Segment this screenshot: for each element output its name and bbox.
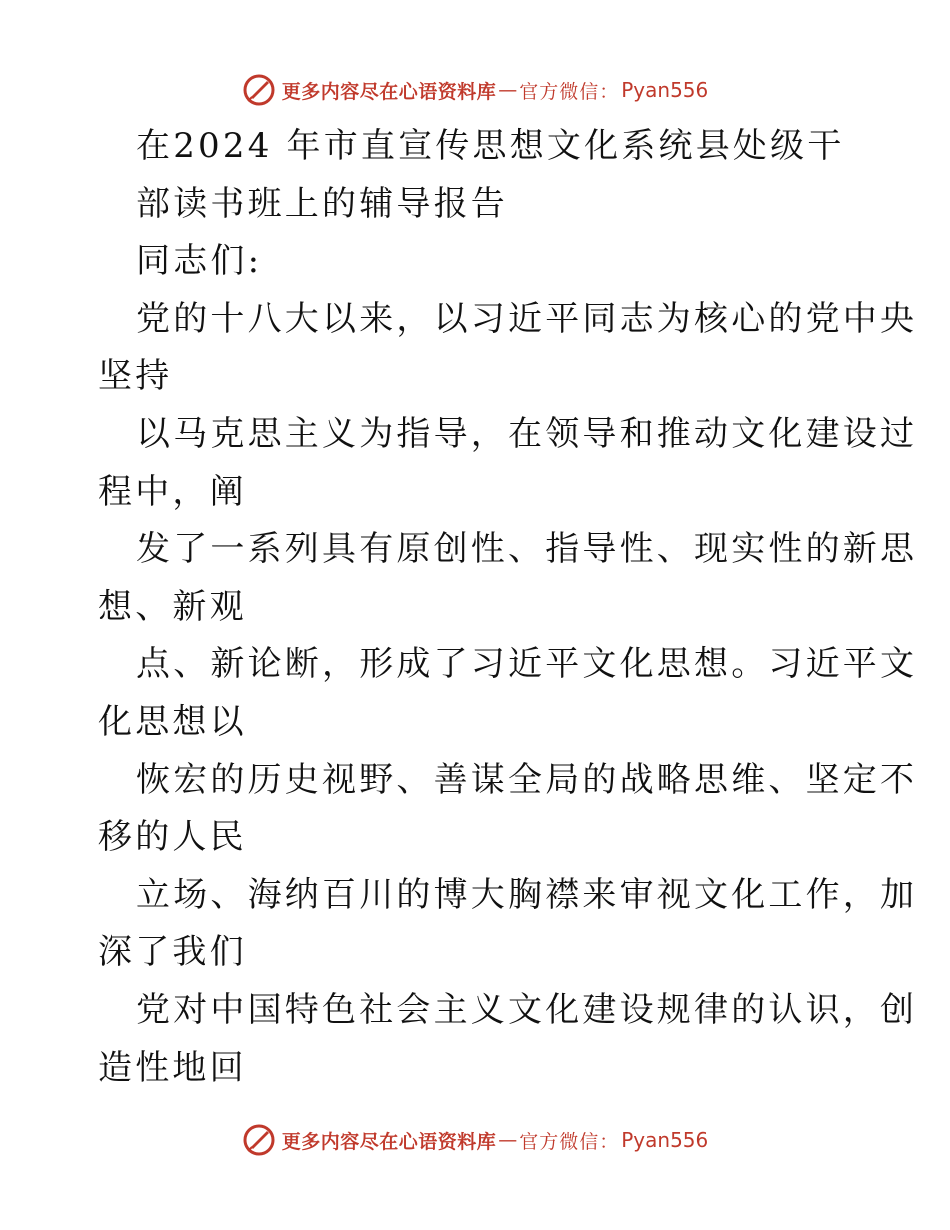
watermark-separator: — — [498, 1129, 518, 1151]
paragraph-line: 点、新论断，形成了习近平文化思想。习近平文 — [136, 644, 918, 685]
quill-logo-icon — [242, 1123, 276, 1157]
paragraph-line: 党的十八大以来，以习近平同志为核心的党中央 — [136, 298, 918, 339]
paragraph-line: 立场、海纳百川的博大胸襟来审视文化工作，加 — [136, 874, 918, 915]
salutation: 同志们: — [136, 241, 263, 282]
paragraph-line: 移的人民 — [98, 817, 247, 858]
paragraph-line: 恢宏的历史视野、善谋全局的战略思维、坚定不 — [136, 759, 918, 800]
watermark-banner-bottom — [0, 1120, 950, 1160]
paragraph-line: 想、新观 — [98, 586, 247, 627]
watermark-official-label: 官方微信： — [519, 80, 620, 103]
document-title-line-2: 部读书班上的辅导报告 — [136, 183, 508, 224]
paragraph-line: 党对中国特色社会主义文化建设规律的认识，创 — [136, 989, 918, 1030]
watermark-wechat-id: Pyan556 — [621, 78, 709, 102]
paragraph-line: 发了一系列具有原创性、指导性、现实性的新思 — [136, 529, 918, 570]
paragraph-line: 以马克思主义为指导，在领导和推动文化建设过 — [136, 413, 918, 454]
paragraph-line: 造性地回 — [98, 1047, 247, 1088]
paragraph-line: 坚持 — [98, 356, 173, 397]
paragraph-line: 深了我们 — [98, 932, 247, 973]
document-body — [98, 118, 918, 1097]
watermark-banner-top — [0, 70, 950, 110]
watermark-promo-text: 更多内容尽在心语资料库 — [281, 80, 497, 103]
watermark-official-label: 官方微信： — [519, 1130, 620, 1153]
paragraph-line: 程中，阐 — [98, 471, 247, 512]
document-title-line-1: 在2024 年市直宣传思想文化系统县处级干 — [136, 126, 845, 166]
quill-logo-icon — [242, 73, 276, 107]
watermark-separator: — — [498, 79, 518, 101]
watermark-wechat-id: Pyan556 — [621, 1128, 709, 1152]
paragraph-line: 化思想以 — [98, 701, 247, 742]
watermark-promo-text: 更多内容尽在心语资料库 — [281, 1130, 497, 1153]
